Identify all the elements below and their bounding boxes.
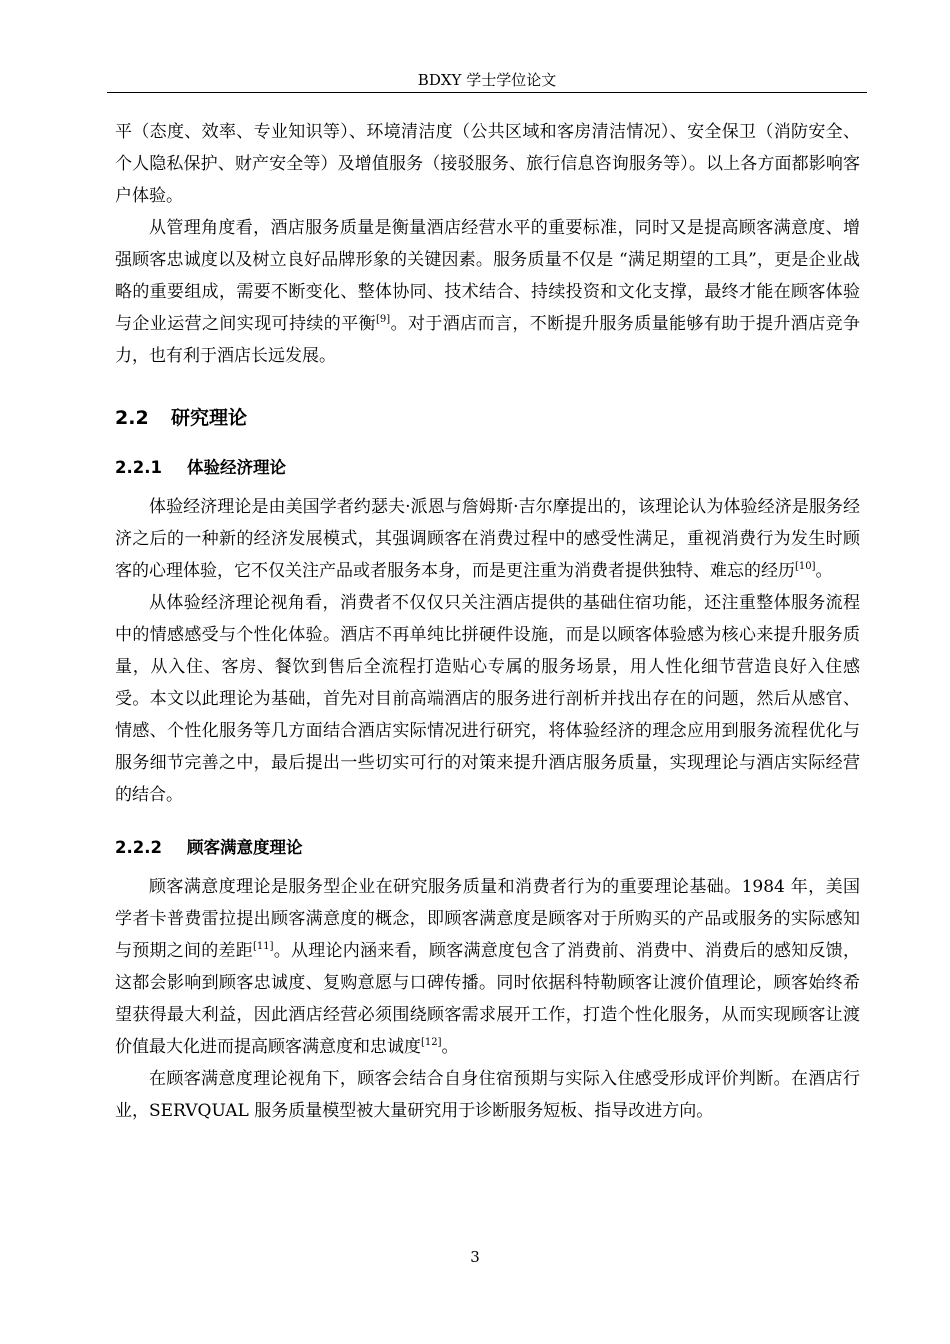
citation-10: [10] <box>795 561 816 572</box>
paragraph-text: 从管理角度看，酒店服务质量是衡量酒店经营水平的重要标准，同时又是提高顾客满意度、增强顾客忠诚度以及树立良好品牌形象的关键因素。服务质量不仅是 “满足期望的工具”，更是企业战略的重要组成，需要不断变化、整体协同、技术结合、持续投资和文化支撑，最终才能在顾客体验与企业运营之间实现可持续的平衡 <box>115 218 860 334</box>
paragraph-text: 。 <box>441 1037 459 1057</box>
paragraph-management <box>115 212 860 372</box>
citation-9: [9] <box>376 314 391 325</box>
section-title: 研究理论 <box>171 407 248 429</box>
section-title: 体验经济理论 <box>187 458 286 477</box>
citation-12: [12] <box>421 1037 442 1048</box>
header-rule <box>107 92 867 93</box>
section-heading-2-2 <box>115 405 860 431</box>
paragraph-text: 。从理论内涵来看，顾客满意度包含了消费前、消费中、消费后的感知反馈，这都会影响到顾客忠诚度、复购意愿与口碑传播。同时依据科特勒顾客让渡价值理论，顾客始终希望获得最大利益，因此酒店经营必须围绕顾客需求展开工作，打造个性化服务，从而实现顾客让渡价值最大化进而提高顾客满意度和忠诚度 <box>115 941 861 1057</box>
page-number: 3 <box>470 1248 480 1266</box>
citation-11: [11] <box>253 941 274 952</box>
paragraph-experience-2: 从体验经济理论视角看，消费者不仅仅只关注酒店提供的基础住宿功能，还注重整体服务流程中的情感感受与个性化体验。酒店不再单纯比拼硬件设施，而是以顾客体验感为核心来提升服务质量，从入住、客房、餐饮到售后全流程打造贴心专属的服务场景，用人性化细节营造良好入住感受。本文以此理论为基础，首先对目前高端酒店的服务进行剖析并找出存在的问题，然后从感官、情感、个性化服务等几方面结合酒店实际情况进行研究，将体验经济的理念应用到服务流程优化与服务细节完善之中，最后提出一些切实可行的对策来提升酒店服务质量，实现理论与酒店实际经营的结合。 <box>115 593 860 805</box>
section-heading-2-2-1 <box>115 455 860 481</box>
section-number: 2.2.1 <box>115 458 162 477</box>
body-content <box>115 116 860 1127</box>
paragraph-satisfaction-1 <box>115 871 860 1063</box>
section-heading-2-2-2 <box>115 835 860 861</box>
running-header: BDXY 学士学位论文 <box>417 71 557 89</box>
paragraph-intro: 平（态度、效率、专业知识等）、环境清洁度（公共区域和客房清洁情况）、安全保卫（消防安全、个人隐私保护、财产安全等）及增值服务（接驳服务、旅行信息咨询服务等）。以上各方面都影响客户体验。 <box>115 122 860 206</box>
paragraph-text: 顾客满意度理论是服务型企业在研究服务质量和消费者行为的重要理论基础。1984 年，美国学者卡普费雷拉提出顾客满意度的概念，即顾客满意度是顾客对于所购买的产品或服务的实际感知与预期之间的差距 <box>115 877 860 961</box>
paragraph-satisfaction-2: 在顾客满意度理论视角下，顾客会结合自身住宿预期与实际入住感受形成评价判断。在酒店行业，SERVQUAL 服务质量模型被大量研究用于诊断服务短板、指导改进方向。 <box>115 1069 860 1121</box>
section-title: 顾客满意度理论 <box>187 838 303 857</box>
paragraph-text: 。 <box>815 561 833 581</box>
section-number: 2.2 <box>115 407 149 429</box>
paragraph-text: 。对于酒店而言，不断提升服务质量能够有助于提升酒店竞争力，也有利于酒店长远发展。 <box>115 314 861 366</box>
section-number: 2.2.2 <box>115 838 162 857</box>
paragraph-experience-1 <box>115 491 860 587</box>
paragraph-text: 体验经济理论是由美国学者约瑟夫·派恩与詹姆斯·吉尔摩提出的，该理论认为体验经济是服务经济之后的一种新的经济发展模式，其强调顾客在消费过程中的感受性满足，重视消费行为发生时顾客的心理体验，它不仅关注产品或者服务本身，而是更注重为消费者提供独特、难忘的经历 <box>115 497 860 581</box>
